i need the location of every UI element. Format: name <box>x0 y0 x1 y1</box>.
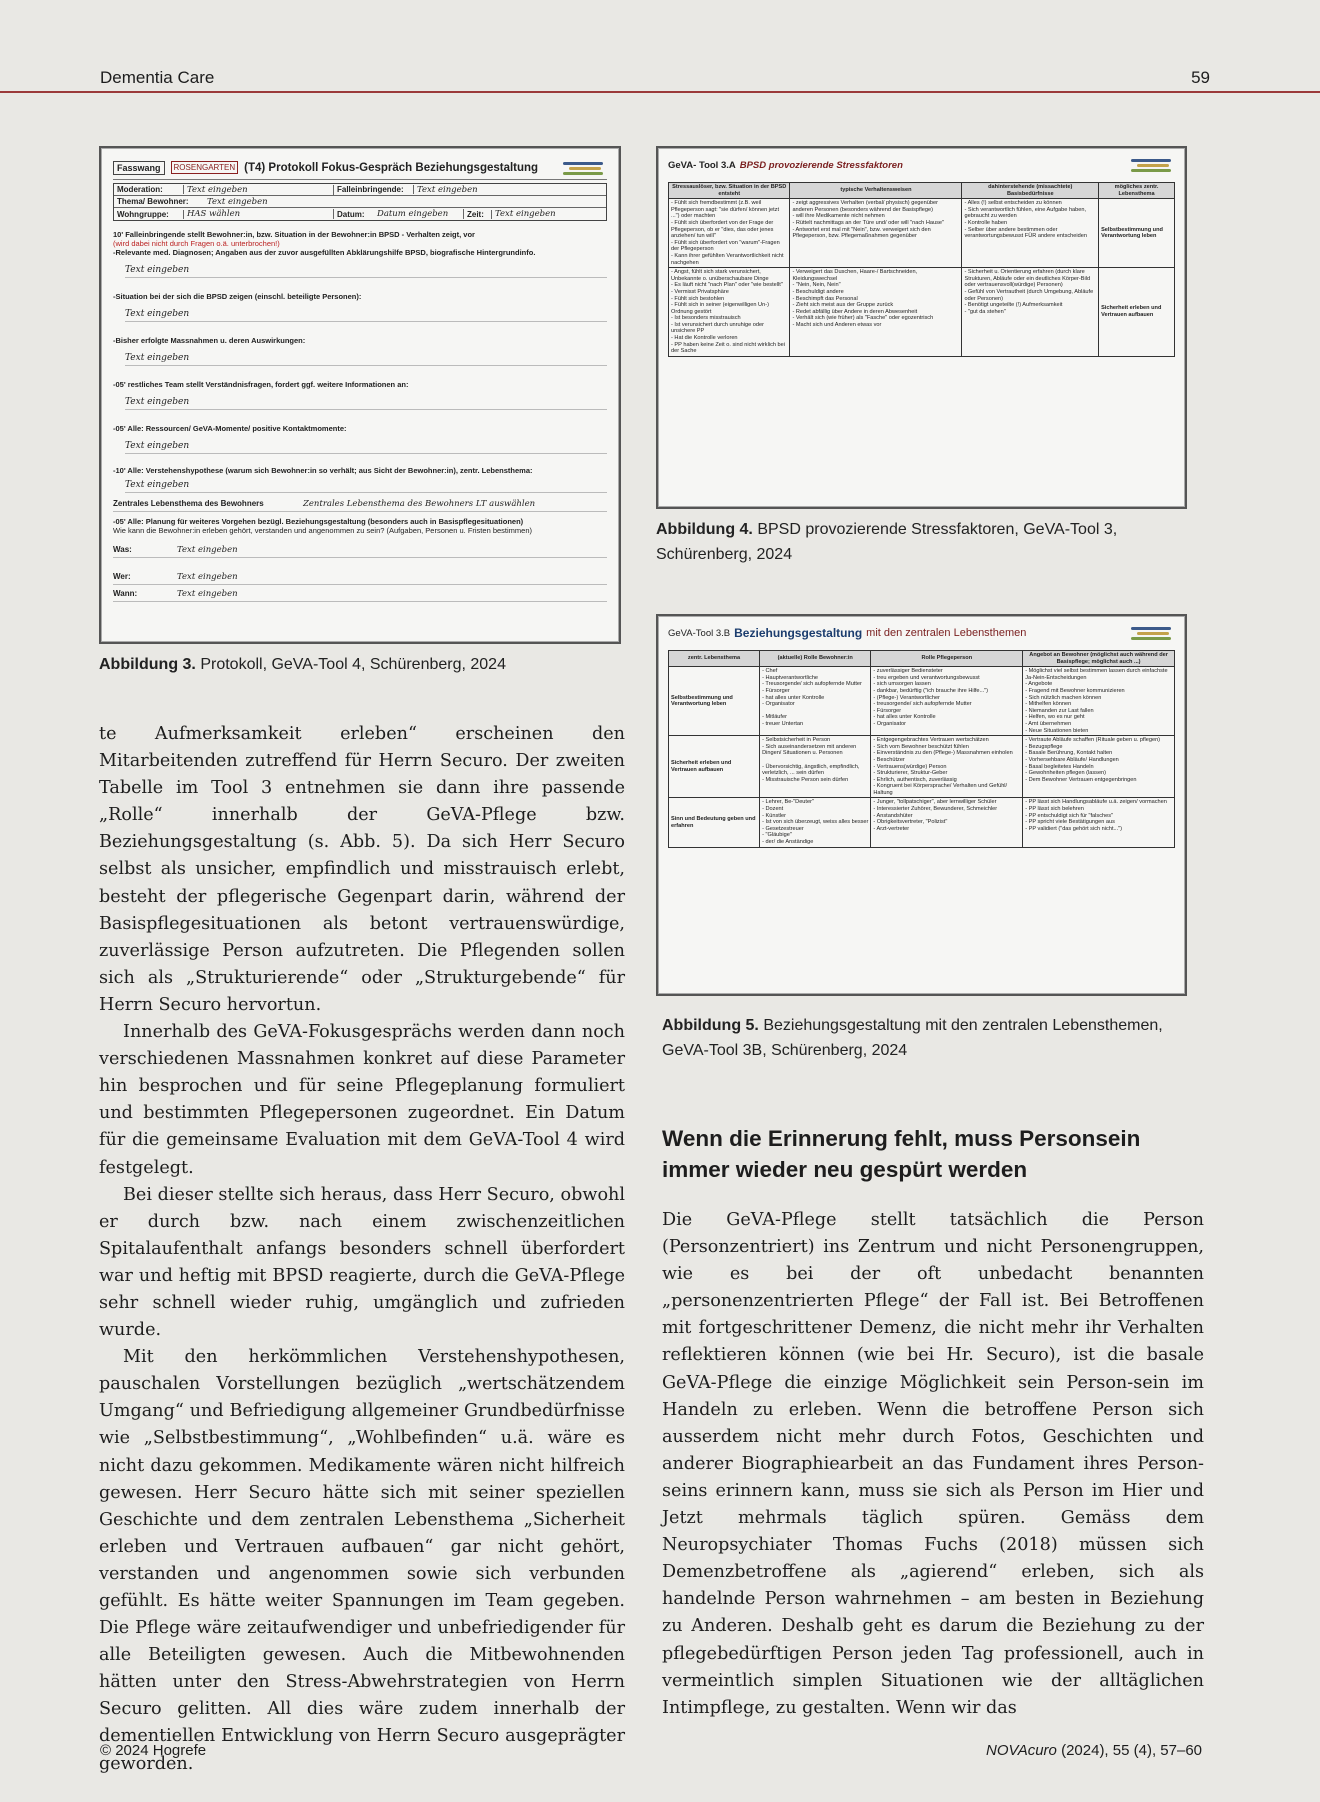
thema-field[interactable]: Text eingeben <box>207 196 268 207</box>
paragraph: Die GeVA-Pflege stellt tatsächlich die Person (Personzentriert) ins Zentrum und nicht Personengruppen, wie es bei der oft unbedacht benannten „personenzentrierten Pflege“ der Fall ist. Bei Betroffenen mit fortgeschrittener Demenz, die nicht mehr ihr Verhalten reflektieren können (wie bei Hr. Securo), ist die basale GeVA-Pflege die einzige Möglichkeit sein Person-sein im Handeln zu erleben. Wenn die betroffene Person sich ausserdem nicht mehr durch Fotos, Geschichten und anderer Biographiearbeit an das Fundament ihres Person-seins erinnern kann, muss sie sich als Person im Hier und Jetzt mehrmals täglich spüren. Gemäss dem Neuropsychiater Thomas Fuchs (2018) müssen sich Demenzbetroffene als „agierend“ erleben, sich als handelnde Person wahrnehmen – am besten in Beziehung zu Anderen. Deshalb geht es darum die Beziehung zu der pflegebedürftigen Person jeden Tag professionell, auch in vermeintlich simplen Situationen wie der alltäglichen Intimpflege, zu gestalten. Wenn wir das <box>662 1210 1204 1718</box>
footer-copyright: © 2024 Hogrefe <box>100 1742 207 1759</box>
figure-3-caption: Abbildung 3. Protokoll, GeVA-Tool 4, Schürenberg, 2024 <box>99 656 506 673</box>
figure-5-caption: Abbildung 5. Beziehungsgestaltung mit den zentralen Lebensthemen, GeVA-Tool 3B, Schürenberg, 2024 <box>662 1017 1163 1059</box>
text-entry-field[interactable]: Text eingeben <box>125 397 607 410</box>
zeit-field[interactable]: Text eingeben <box>495 209 556 219</box>
paragraph: Bei dieser stellte sich heraus, dass Herr Securo, obwohl er durch bzw. nach einem zwischenzeitlichen Spitalaufenthalt anfangs besonders schnell überfordert war und heftig mit BPSD reagierte, durch die GeVA-Pflege sehr schnell wieder ruhig, umgänglich und zufrieden wurde. <box>99 1184 625 1341</box>
tool-label: GeVA- Tool 3.A <box>668 159 736 171</box>
article-right-column <box>662 1207 1204 1722</box>
figure-4-stress-table <box>656 146 1187 509</box>
column-header: dahinterstehende (missachtete) Basisbedürfnisse <box>962 183 1099 199</box>
label: Zeit: <box>464 210 492 219</box>
wer-field[interactable]: Text eingeben <box>177 572 238 582</box>
label: Datum: <box>337 209 365 219</box>
form-header <box>113 156 607 180</box>
section-heading: Wenn die Erinnerung fehlt, muss Personsein immer wieder neu gespürt werden <box>662 1126 1141 1182</box>
table-cell: Selbstbestimmung und Verantwortung leben <box>1099 199 1175 268</box>
table-header <box>668 154 1175 176</box>
lebensthema-select[interactable]: Zentrales Lebensthema des Bewohners LT auswählen <box>303 499 536 509</box>
table-cell: - Entgegengebrachtes Vertrauen wertschätzen - Sich vom Bewohner beschützt fühlen - Einverständnis zu den (Pflege-) Massnahmen einholen - Beschützer - Vertrauens(würdige) Person - Strukturierer, Struktur-Geber - Ehrlich, authentisch, zuverlässig - Kongruent bei Körpersprache/ Verhalten und Gefühl/ Haltung <box>871 736 1023 798</box>
wann-row: Wann: Text eingeben <box>113 589 607 602</box>
table-cell: - Angst, fühlt sich stark verunsichert, Unbekannte o. unüberschaubare Dinge - Es läuft nicht "nach Plan" oder "wie bestellt" - Vermisst Privatsphäre - Fühlt sich bestohlen - Fühlt sich in seiner (eigenwilligen Un-) Ordnung gestört - Ist besonders misstrauisch - Ist verunsichert durch unruhige oder unsichere PP - Hat die Kontrolle verloren - PP haben keine Zeit o. sind nicht wirklich bei der Sache <box>669 268 790 357</box>
table-cell: - Chef - Hauptverantwortliche - Treusorgende/ sich aufopfernde Mutter - Fürsorger - hat alles unter Kontrolle - Organisator - Mitläufer - treuer Untertan <box>760 667 871 736</box>
geva-logo-icon <box>1131 626 1175 640</box>
table-cell: - Vertraute Abläufe schaffen (Rituale geben u. pflegen) - Bezugspflege - Basale Berührung, Kontakt halten - Vorhersehbare Abläufe/ Handlungen - Basal begleitetes Handeln - Gewohnheiten pflegen (lassen) - Dem Bewohner Vertrauen entgegenbringen <box>1023 736 1175 798</box>
section-label: -10' Alle: Verstehenshypothese (warum sich Bewohner:in so verhält; aus Sicht der Bewohner:in), zentr. Lebensthema: <box>113 466 533 475</box>
figure-3-protocol-form <box>99 146 621 644</box>
column-header: Rolle Pflegeperson <box>871 651 1023 667</box>
section-label: -Bisher erfolgte Massnahmen u. deren Auswirkungen: <box>113 336 306 345</box>
wann-field[interactable]: Text eingeben <box>177 589 238 599</box>
table-cell: - Sicherheit u. Orientierung erfahren (durch klare Strukturen, Abläufe oder ein deutliches Körper-Bild oder vertrauensvoll(würdige) Personen) - Gefühl von Vertrautheit (durch Umgebung, Abläufe oder Personen) - Benötigt ungeteilte (!) Aufmerksamkeit - "gut da stehen" <box>962 268 1099 357</box>
column-header: typische Verhaltensweisen <box>790 183 962 199</box>
wohngruppe-select[interactable]: HAS wählen <box>184 209 334 219</box>
logo-fasswang: Fasswang <box>113 161 165 175</box>
tool-subtitle: mit den zentralen Lebensthemen <box>866 627 1027 639</box>
table-row <box>669 268 1175 357</box>
datum-field[interactable]: Datum eingeben <box>374 209 464 219</box>
label: Thema/ Bewohner: <box>117 197 189 206</box>
figure-5-relationship-table <box>656 614 1187 996</box>
table-cell: - zuverlässiger Bediensteter - treu ergeben und verantwortungsbewusst - sich umsorgen lassen - dankbar, bedürftig ("ich brauche ihre Hilfe...") - (Pflege-) Verantwortlicher - treusorgende/ sich aufopfernde Mutter - Fürsorger - hat alles unter Kontrolle - Organisator <box>871 667 1023 736</box>
form-title: (T4) Protokoll Fokus-Gespräch Beziehungsgestaltung <box>244 161 539 174</box>
section-label: -05' Alle: Ressourcen/ GeVA-Momente/ positive Kontaktmomente: <box>113 424 347 433</box>
label: Moderation: <box>114 185 184 194</box>
running-header-section: Dementia Care <box>100 68 215 87</box>
tool-title: Beziehungsgestaltung <box>734 626 863 640</box>
page-number: 59 <box>1191 68 1210 87</box>
table-row <box>669 798 1175 847</box>
footer-citation: NOVAcuro (2024), 55 (4), 57–60 <box>986 1742 1202 1759</box>
column-header: Angebot an Bewohner (möglichst auch während der Basispflege; möglichst auch ...) <box>1023 651 1175 667</box>
label: Zentrales Lebensthema des Bewohners <box>113 499 264 508</box>
figure-4-caption: Abbildung 4. BPSD provozierende Stressfaktoren, GeVA-Tool 3, Schürenberg, 2024 <box>656 521 1118 563</box>
table-cell: - Lehrer, Be-"Deuter" - Dozent - Künstler - Ist von sich überzeugt, weiss alles besser - Gesetzestreuer - "Gläubige" - der/ die Anständige <box>760 798 871 847</box>
section-label: -05' Alle: Planung für weiteres Vorgehen bezügl. Beziehungsgestaltung (besonders auch in Basispflegesituationen) Wie kann die Bewohner:in erleben gehört, verstanden und angenommen zu sein? (Aufgaben, Personen u. Fristen bestimmen) <box>113 517 532 535</box>
article-left-column <box>99 721 625 1778</box>
column-header: mögliches zentr. Lebensthema <box>1099 183 1175 199</box>
text-entry-field[interactable]: Text eingeben <box>125 480 607 493</box>
table-row <box>669 667 1175 736</box>
table-cell: - PP lässt sich Handlungsabläufe u.ä. zeigen/ vormachen - PP lässt sich belehren - PP entschuldigt sich für "falsches" - PP spricht viele Bestätigungen aus - PP validiert ("das gehört sich nicht...") <box>1023 798 1175 847</box>
text-entry-field[interactable]: Text eingeben <box>125 309 607 322</box>
section-label: -05' restliches Team stellt Verständnisfragen, fordert ggf. weitere Informationen an: <box>113 380 409 389</box>
table-cell: - zeigt aggressives Verhalten (verbal/ physisch) gegenüber anderen Personen (besonders während der Basispflege) - will ihre Medikamente nicht nehmen - Rüttelt nachmittags an der Türe und/ oder will "nach Hause" - Antwortet erst mal mit "Nein", bzw. verweigert sich den Pflegeperson, bzw. Pflegemaßnahmen gegenüber <box>790 199 962 268</box>
tool-label: GeVA-Tool 3.B <box>668 627 731 639</box>
column-header: Stressauslöser, bzw. Situation in der BPSD entsteht <box>669 183 790 199</box>
paragraph: Mit den herkömmlichen Verstehenshypothesen, pauschalen Vorstellungen bezüglich „wertschätzendem Umgang“ und Befriedigung allgemeiner Grundbedürfnisse wie „Selbstbestimmung“, „Wohlbefinden“ u.ä. wäre es nicht dazu gekommen. Medikamente wären nicht hilfreich gewesen. Herr Securo hätte sich mit seiner speziellen Geschichte und dem zentralen Lebensthema „Sicherheit erleben und Vertrauen aufbauen“ gar nicht gehört, verstanden und angenommen sowie sich verbunden gefühlt. Es hätte weiter Spannungen im Team gegeben. Die Pflege wäre zeitaufwendiger und unbefriedigender für alle Beteiligten gewesen. Auch die Mitbewohnenden hätten unter den Stress-Abwehrstrategien von Herrn Securo gelitten. All dies wäre zudem innerhalb der dementiellen Entwicklung von Herrn Securo ausgeprägter geworden. <box>99 1347 625 1774</box>
table-cell: - Junger, "tollpatschiger", aber lernwilliger Schüler - Interessierter Zuhörer, Bewunderer, Schmeichler - Anstandshüter - Obrigkeitsvertreter, "Polizist" - Arzt-vertreter <box>871 798 1023 847</box>
tool-title: BPSD provozierende Stressfaktoren <box>739 159 903 171</box>
geva-logo-icon <box>1131 158 1175 172</box>
table-cell: - Selbstsicherheit in Person - Sich auseinandersetzen mit anderen Dingen/ Situationen u. Personen - Übervorsichtig, ängstlich, empfindlich, verletzlich, ... sein dürfen - Misstrauische Person sein dürfen <box>760 736 871 798</box>
text-entry-field[interactable]: Text eingeben <box>125 441 607 454</box>
header-divider <box>0 91 1320 93</box>
text-entry-field[interactable]: Text eingeben <box>125 353 607 366</box>
table-cell: - Fühlt sich fremdbestimmt (z.B. weil Pflegeperson sagt: "sie dürfen/ können jetzt ...") oder machten - Fühlt sich überfordert von der Frage der Pflegeperson, ob er "dies, das oder jenes anziehen/ tun will" - Fühlt sich überfordert von "warum"-Fragen der Pflegeperson - Kann ihrer gefühlten Verantwortlichkeit nicht nachgehen <box>669 199 790 268</box>
geva-logo-icon <box>563 161 607 175</box>
table-cell: Selbstbestimmung und Verantwortung leben <box>669 667 760 736</box>
form-meta-grid <box>113 183 607 221</box>
paragraph: Innerhalb des GeVA-Fokusgesprächs werden dann noch verschiedenen Massnahmen konkret auf diese Parameter hin besprochen und für seine Pflegeplanung formuliert und bestimmten Pflegepersonen zugeordnet. Ein Datum für die gemeinsame Evaluation mit dem GeVA-Tool 4 wird festgelegt. <box>99 1022 625 1178</box>
table-cell: Sinn und Bedeutung geben und erfahren <box>669 798 760 847</box>
relationship-table <box>668 650 1175 848</box>
paragraph: te Aufmerksamkeit erleben“ erscheinen den Mitarbeitenden zutreffend für Herrn Securo. Der zweiten Tabelle im Tool 3 entnehmen sie dann ihre passende „Rolle“ innerhalb der GeVA-Pflege bzw. Beziehungsgestaltung (s. Abb. 5). Da sich Herr Securo selbst als unsicher, empfindlich und misstrauisch erlebt, besteht der pflegerische Gegenpart darin, während der Basispflegesituationen als betont vertrauenswürdige, zuverlässige Person aufzutreten. Die Pflegenden sollen sich als „Strukturierende“ oder „Strukturgebende“ für Herrn Securo hervortun. <box>99 724 625 1015</box>
lebensthema-row <box>113 499 607 512</box>
was-field[interactable]: Text eingeben <box>177 545 238 555</box>
stress-factor-table <box>668 182 1175 357</box>
table-row <box>669 736 1175 798</box>
column-header: (aktuelle) Rolle Bewohner:in <box>760 651 871 667</box>
table-cell: - Alles (!) selbst entscheiden zu können - Sich verantwortlich fühlen, eine Aufgabe haben, gebraucht zu werden - Kontrolle haben - Selber über andere bestimmen oder verantwortungsbewusst FÜR andere entscheiden <box>962 199 1099 268</box>
moderation-field[interactable]: Text eingeben <box>184 185 334 195</box>
was-row: Was: Text eingeben <box>113 545 607 558</box>
table-cell: Sicherheit erleben und Vertrauen aufbauen <box>1099 268 1175 357</box>
section-label: 10' Falleinbringende stellt Bewohner:in, bzw. Situation in der Bewohner:in BPSD - Verhalten zeigt, vor (wird dabei nicht durch Fragen o.ä. unterbrochen!) -Relevante med. Diagnosen; Angaben aus der zuvor ausgefüllten Abklärungshilfe BPSD, biografische Hintergrundinfo. <box>113 230 536 257</box>
table-cell: - Verweigert das Duschen, Haare-/ Bartschneiden, Kleidungswechsel - "Nein, Nein, Nein" - Beschuldigt andere - Beschimpft das Personal - Zieht sich meist aus der Gruppe zurück - Redet abfällig über Andere in deren Abwesenheit - Verhält sich (wie früher) als "Fasche" oder egozentrisch - Macht sich und Anderen etwas vor <box>790 268 962 357</box>
table-cell: - Möglichst viel selbst bestimmen lassen durch einfachste Ja-Nein-Entscheidungen - Angebote - Fragend mit Bewohner kommunizieren - Sich nützlich machen können - Mithelfen können - Niemanden zur Last fallen - Helfen, wo es nur geht - Amt übernehmen - Neue Situationen bieten <box>1023 667 1175 736</box>
table-row <box>669 199 1175 268</box>
label: Wohngruppe: <box>114 210 184 219</box>
logo-rosengarten: ROSENGARTEN <box>171 161 239 174</box>
table-cell: Sicherheit erleben und Vertrauen aufbauen <box>669 736 760 798</box>
column-header: zentr. Lebensthema <box>669 651 760 667</box>
section-label: -Situation bei der sich die BPSD zeigen (einschl. beteiligte Personen): <box>113 292 362 301</box>
falleinbringende-field[interactable]: Text eingeben <box>417 184 478 195</box>
text-entry-field[interactable]: Text eingeben <box>125 265 607 278</box>
wer-row: Wer: Text eingeben <box>113 572 607 585</box>
table-header <box>668 622 1175 644</box>
label: Falleinbringende: <box>334 185 414 194</box>
